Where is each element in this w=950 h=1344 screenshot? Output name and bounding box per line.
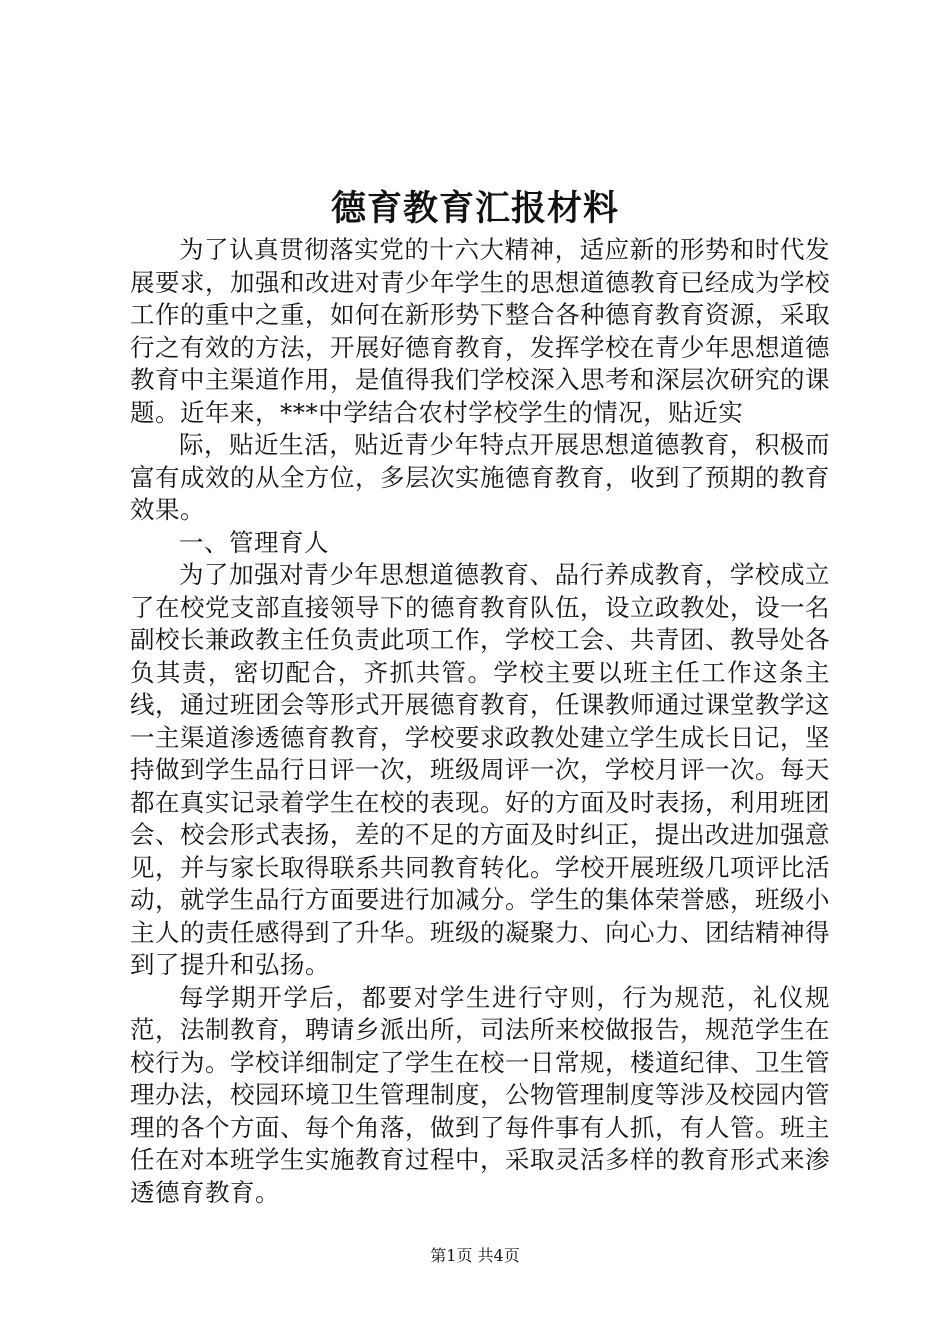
paragraph-intro-continued: 际，贴近生活，贴近青少年特点开展思想道德教育，积极而富有成效的从全方位，多层次实施德育教育，收到了预期的教育效果。 — [130, 430, 830, 524]
section-heading-management: 一、管理育人 — [179, 527, 329, 557]
paragraph-management: 为了加强对青少年思想道德教育、品行养成教育，学校成立了在校党支部直接领导下的德育教育队伍，设立政教处，设一名副校长兼政教主任负责此项工作，学校工会、共青团、教导处各负其责，密切配合，齐抓共管。学校主要以班主任工作这条主线，通过班团会等形式开展德育教育，任课教师通过课堂教学这一主渠道渗透德育教育，学校要求政教处建立学生成长日记，坚持做到学生品行日评一次，班级周评一次，学校月评一次。每天都在真实记录着学生在校的表现。好的方面及时表扬，利用班团会、校会形式表扬，差的不足的方面及时纠正，提出改进加强意见，并与家长取得联系共同教育转化。学校开展班级几项评比活动，就学生品行方面要进行加减分。学生的集体荣誉感，班级小主人的责任感得到了升华。班级的凝聚力、向心力、团结精神得到了提升和弘扬。 — [130, 560, 830, 979]
page-footer: 第1页 共4页 — [430, 1246, 520, 1265]
document-title: 德育教育汇报材料 — [330, 188, 619, 229]
paragraph-intro: 为了认真贯彻落实党的十六大精神，适应新的形势和时代发展要求，加强和改进对青少年学生的思想道德教育已经成为学校工作的重中之重，如何在新形势下整合各种德育教育资源，采取行之有效的方法，开展好德育教育，发挥学校在青少年思想道德教育中主渠道作用，是值得我们学校深入思考和深层次研究的课题。近年来，***中学结合农村学校学生的情况，贴近实 — [130, 235, 830, 427]
paragraph-semester: 每学期开学后，都要对学生进行守则，行为规范，礼仪规范，法制教育，聘请乡派出所，司法所来校做报告，规范学生在校行为。学校详细制定了学生在校一日常规，楼道纪律、卫生管理办法，校园环境卫生管理制度，公物管理制度等涉及校园内管理的各个方面、每个角落，做到了每件事有人抓，有人管。班主任在对本班学生实施教育过程中，采取灵活多样的教育形式来渗透德育教育。 — [130, 982, 830, 1207]
document-body — [130, 234, 830, 1209]
